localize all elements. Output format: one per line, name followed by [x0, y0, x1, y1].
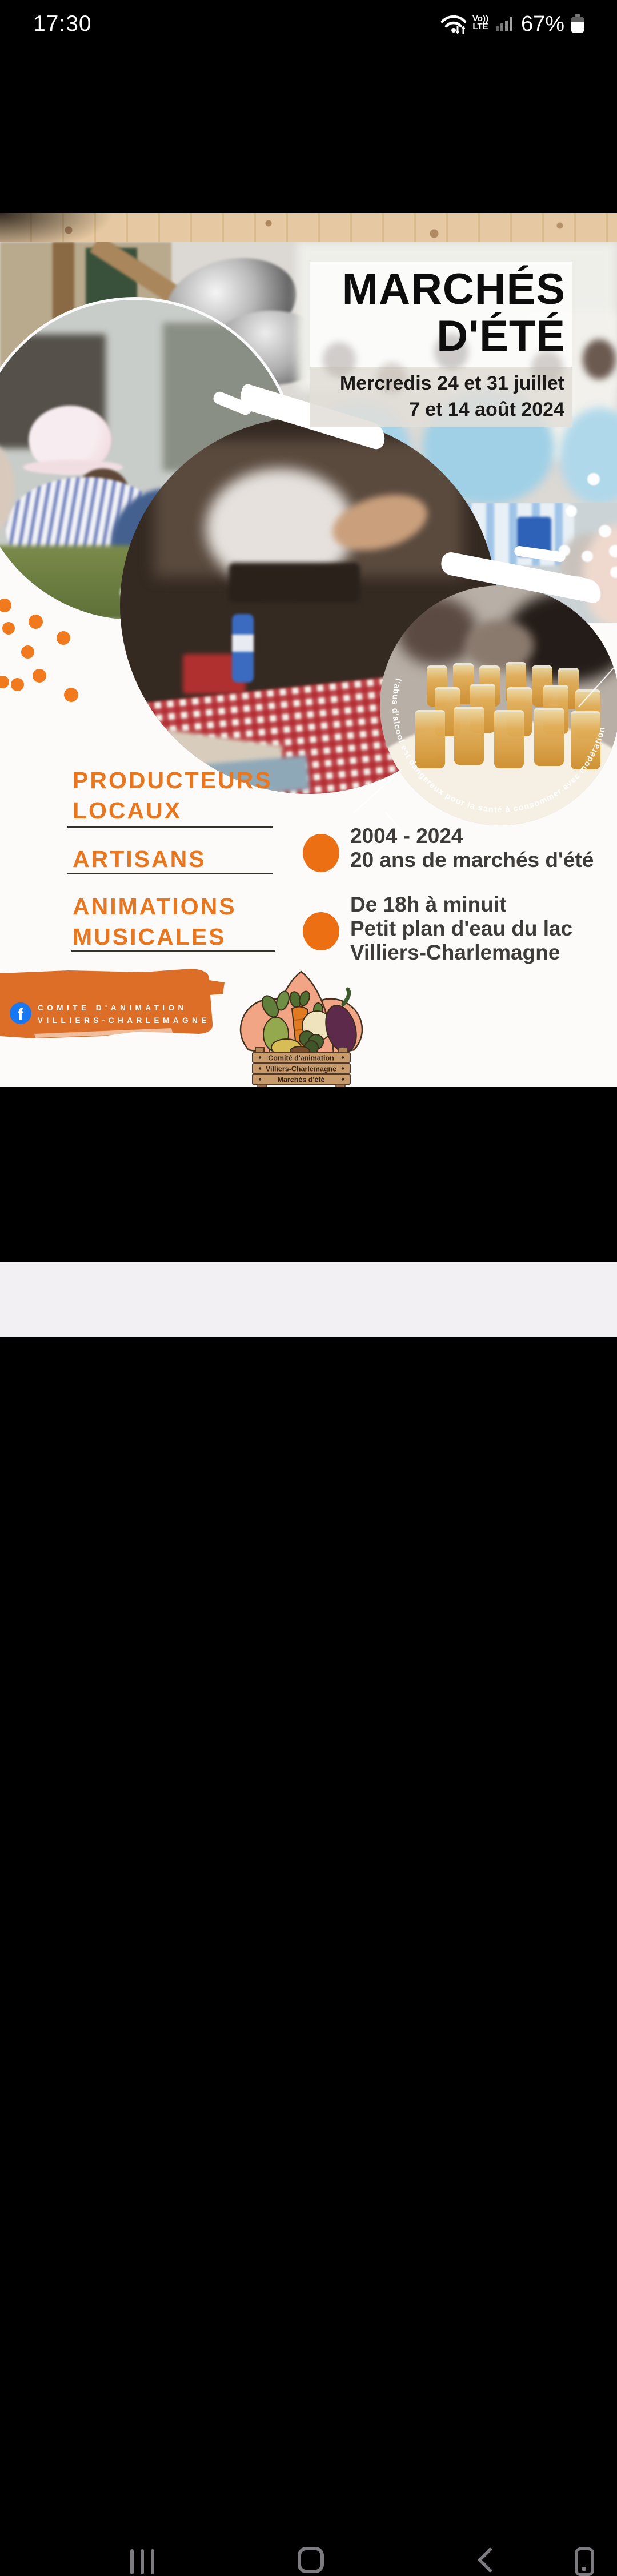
- feature-underline: [67, 873, 273, 874]
- status-bar: [0, 0, 617, 46]
- orange-dot: [11, 678, 24, 691]
- back-icon[interactable]: [477, 2547, 503, 2573]
- crate-line1: Comité d'animation: [268, 1054, 334, 1062]
- poster-title: MARCHÉS D'ÉTÉ: [342, 265, 566, 360]
- orange-bullet: [303, 912, 339, 950]
- battery-percent-text: 67%: [521, 12, 565, 36]
- bokeh-dot: [599, 525, 611, 537]
- taskbar-icon[interactable]: [575, 2547, 594, 2576]
- facebook-line1: COMITE D'ANIMATION: [38, 1004, 187, 1012]
- orange-dot: [29, 615, 43, 629]
- orange-dot: [21, 645, 34, 659]
- orange-dot: [57, 631, 70, 645]
- poster-image[interactable]: [0, 213, 617, 1087]
- orange-dot: [0, 676, 9, 688]
- alcohol-warning-curved-text: [380, 585, 617, 825]
- facebook-line2: VILLIERS-CHARLEMAGNE: [38, 1016, 210, 1025]
- crate-line2: Villiers-Charlemagne: [265, 1065, 337, 1073]
- crate-line3: Marchés d'été: [277, 1076, 325, 1084]
- facebook-icon[interactable]: f: [10, 1002, 31, 1024]
- bokeh-dot: [572, 576, 583, 588]
- orange-dot: [33, 669, 46, 683]
- orange-dot: [2, 622, 15, 635]
- committee-logo: [231, 969, 371, 1087]
- bokeh-dot: [559, 545, 570, 556]
- bokeh-dot: [587, 473, 600, 485]
- info-location: De 18h à minuit Petit plan d'eau du lac Villiers-Charlemagne: [350, 893, 573, 964]
- feature-underline: [71, 950, 275, 952]
- svg-text:l'abus d'alcool est dangereux: l'abus d'alcool est dangereux pour la santé à consommer avec modération: [390, 677, 607, 815]
- feature-underline: [67, 826, 273, 828]
- orange-bullet: [303, 834, 339, 872]
- feature-musicales: MUSICALES: [73, 924, 226, 950]
- poster-dates: Mercredis 24 et 31 juillet 7 et 14 août 2024: [339, 372, 564, 420]
- home-icon[interactable]: [298, 2547, 324, 2573]
- beer-cups-photo-circle: [380, 585, 617, 825]
- feature-animations: ANIMATIONS: [73, 893, 237, 920]
- info-anniversary: 2004 - 2024 20 ans de marchés d'été: [350, 824, 594, 872]
- bokeh-dot: [582, 551, 593, 562]
- dates-box: [310, 367, 572, 427]
- wifi-icon: [440, 14, 468, 34]
- feature-artisans: ARTISANS: [73, 846, 206, 872]
- feature-producteurs: PRODUCTEURS: [73, 767, 273, 793]
- feature-locaux: LOCAUX: [73, 797, 182, 824]
- signal-icon: [496, 16, 514, 31]
- volte-icon: Vo)) LTE: [472, 14, 489, 31]
- clock-text: 17:30: [33, 11, 92, 36]
- navigation-bar: [0, 1262, 617, 1337]
- title-box: [310, 262, 572, 367]
- bokeh-dot: [566, 505, 577, 517]
- orange-dot: [64, 688, 78, 702]
